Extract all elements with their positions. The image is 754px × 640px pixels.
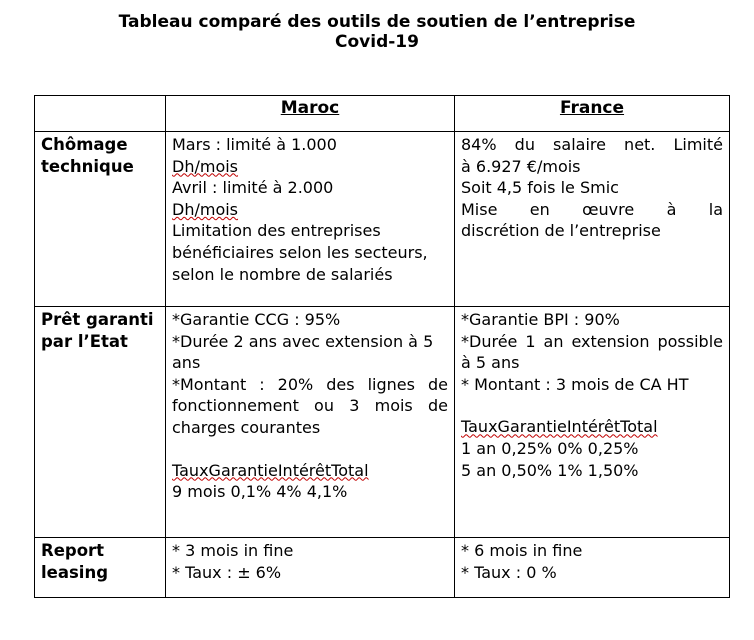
spacer xyxy=(172,439,448,460)
cell-france-leasing xyxy=(455,538,730,598)
cell-maroc-chomage xyxy=(166,132,455,307)
cell-text: * Taux : 0 % xyxy=(461,562,557,582)
cell-text: TauxGarantieIntérêtTotal xyxy=(172,460,369,480)
comparison-table xyxy=(34,95,730,598)
cell-text: 5 an 0,50% 1% 1,50% xyxy=(461,460,639,480)
title-line-1: Tableau comparé des outils de soutien de l’entreprise xyxy=(118,12,636,32)
cell-text: Dh/mois xyxy=(172,199,239,219)
cell-france-chomage xyxy=(455,132,730,307)
cell-text: *Durée 2 ans avec extension à 5 ans xyxy=(172,331,434,373)
cell-maroc-leasing xyxy=(166,538,455,598)
header-maroc: Maroc xyxy=(166,96,455,132)
cell-text: discrétion de l’entreprise xyxy=(461,221,661,241)
table-row-chomage xyxy=(35,132,730,307)
cell-text: Mars : limité à 1.000 xyxy=(172,135,337,154)
cell-text: * 3 mois in fine xyxy=(172,541,294,560)
cell-text: Avril : limité à 2.000 xyxy=(172,178,334,198)
cell-text: * Taux : ± 6% xyxy=(172,562,282,582)
cell-text: * 6 mois in fine xyxy=(461,541,583,560)
header-row xyxy=(35,96,730,132)
header-france: France xyxy=(455,96,730,132)
cell-text: *Montant : 20% des lignes de fonctionnement ou 3 mois de charges courantes xyxy=(172,374,448,437)
cell-text: *Garantie BPI : 90% xyxy=(461,310,620,329)
spacer xyxy=(461,395,723,416)
row-label-chomage: Chômage technique xyxy=(35,132,166,307)
title-line-2: Covid-19 xyxy=(335,32,419,52)
header-empty-cell xyxy=(35,96,166,132)
cell-text: 9 mois 0,1% 4% 4,1% xyxy=(172,482,348,502)
cell-text: Dh/mois xyxy=(172,156,239,176)
cell-text: Mise en œuvre à la xyxy=(461,199,723,219)
table-row-pret xyxy=(35,307,730,538)
row-label-leasing: Report leasing xyxy=(35,538,166,598)
cell-text: 84% du salaire net. Limité xyxy=(461,135,723,154)
cell-text: * Montant : 3 mois de CA HT xyxy=(461,374,689,394)
cell-text: Limitation des entreprises bénéficiaires selon les secteurs, selon le nombre de salariés xyxy=(172,221,428,284)
document-title xyxy=(0,12,754,52)
table-row-leasing xyxy=(35,538,730,598)
cell-text: *Garantie CCG : 95% xyxy=(172,310,341,329)
cell-maroc-pret xyxy=(166,307,455,538)
cell-text: à 6.927 €/mois xyxy=(461,156,581,176)
cell-france-pret xyxy=(455,307,730,538)
cell-text: Soit 4,5 fois le Smic xyxy=(461,178,619,198)
cell-text: 1 an 0,25% 0% 0,25% xyxy=(461,438,639,458)
cell-text: *Durée 1 an extension possible à 5 ans xyxy=(461,331,723,373)
row-label-pret: Prêt garanti par l’Etat xyxy=(35,307,166,538)
cell-text: TauxGarantieIntérêtTotal xyxy=(461,417,658,437)
